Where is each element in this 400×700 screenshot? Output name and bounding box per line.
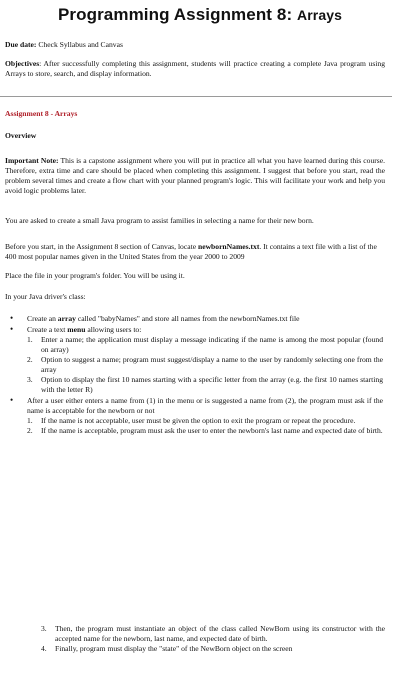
- title-sub: Arrays: [297, 7, 343, 23]
- bullet-array: • Create an array called "babyNames" and store all names from the newbornNames.txt file: [5, 314, 383, 324]
- objectives-label: Objectives: [5, 59, 40, 68]
- list-item: 2. Option to suggest a name; program must suggest/display a name to the user by randomly selecting one from the array: [27, 355, 383, 375]
- list-item: 3. Then, the program must instantiate an object of the class called NewBorn using its constructor with the accepted name for the newborn, last name, and expected date of birth.: [41, 624, 385, 644]
- before-start-paragraph: [5, 242, 385, 262]
- list-item: 1. If the name is not acceptable, user must be given the option to exit the program or repeat the procedure.: [27, 416, 356, 426]
- important-note-label: Important Note:: [5, 156, 59, 165]
- keyword-menu: menu: [67, 325, 86, 335]
- acceptance-options-list: [27, 416, 383, 436]
- section-heading: Assignment 8 - Arrays: [5, 109, 78, 118]
- list-item: 4. Finally, program must display the "state" of the NewBorn object on the screen: [41, 644, 293, 654]
- before-start-pre: Before you start, in the Assignment 8 section of Canvas, locate: [5, 242, 198, 251]
- important-note-text: This is a capstone assignment where you will put in practice all what you have learned during this course. Therefore, extra time and care should be placed when completing this assignment. I suggest that before you start, read the problem several times and create a flow chart with your planned program's logic. This will facilitate your work and help you avoid logic problems later.: [5, 156, 385, 196]
- menu-options-list: [27, 335, 383, 395]
- list-item: 3. Option to display the first 10 names starting with a specific letter from the array (e.g. the first 10 names starting with the letter R): [27, 375, 383, 395]
- title-main: Programming Assignment 8:: [57, 5, 293, 24]
- overview-heading: Overview: [5, 131, 37, 140]
- before-start-post: . It contains a text file with a list of the 400 most popular names given in the United States from the year 2000 to 2009: [5, 242, 377, 262]
- page-title: [0, 4, 400, 26]
- place-file-paragraph: Place the file in your program's folder. You will be using it.: [5, 271, 185, 280]
- list-item: 1. Enter a name; the application must display a message indicating if the name is among the most popular (found on array): [27, 335, 383, 355]
- objectives-paragraph: [5, 59, 385, 79]
- bullet-menu: • Create a text menu allowing users to: 1. Enter a name; the application must display a message indicating if the name is among the most popular (found on array) 2. Option to suggest a name; program must suggest/display a name to the user by randomly selecting one from the array 3. Option to display the first 10 names starting with a specific letter from the array (e.g. the first 10 names starting with the letter R): [5, 325, 383, 395]
- requirements-list: [5, 314, 383, 437]
- asked-paragraph: You are asked to create a small Java program to assist families in selecting a name for their new born.: [5, 216, 314, 225]
- list-item: 2. If the name is acceptable, program must ask the user to enter the newborn's last name and expected date of birth.: [27, 426, 383, 436]
- file-name: newbornNames.txt: [197, 242, 260, 251]
- due-date-text: Check Syllabus and Canvas: [38, 40, 123, 49]
- important-note-paragraph: [5, 156, 385, 196]
- due-date-label: Due date:: [5, 40, 37, 49]
- bullet-acceptance: • After a user either enters a name from (1) in the menu or is suggested a name from (2), the program must ask if the name is acceptable for the newborn or not 1. If the name is not acceptable, user must be given the option to exit the program or repeat the procedure. 2. If the name is acceptable, program must ask the user to enter the newborn's last name and expected date of birth.: [5, 396, 383, 436]
- objectives-text: : After successfully completing this assignment, students will practice creating a complete Java program using Arrays to store, search, and display information.: [5, 59, 385, 79]
- section-divider: [0, 96, 392, 97]
- due-date-line: [5, 40, 385, 50]
- driver-paragraph: In your Java driver's class:: [5, 292, 86, 301]
- keyword-array: array: [57, 314, 76, 323]
- continued-steps-list: [41, 624, 385, 654]
